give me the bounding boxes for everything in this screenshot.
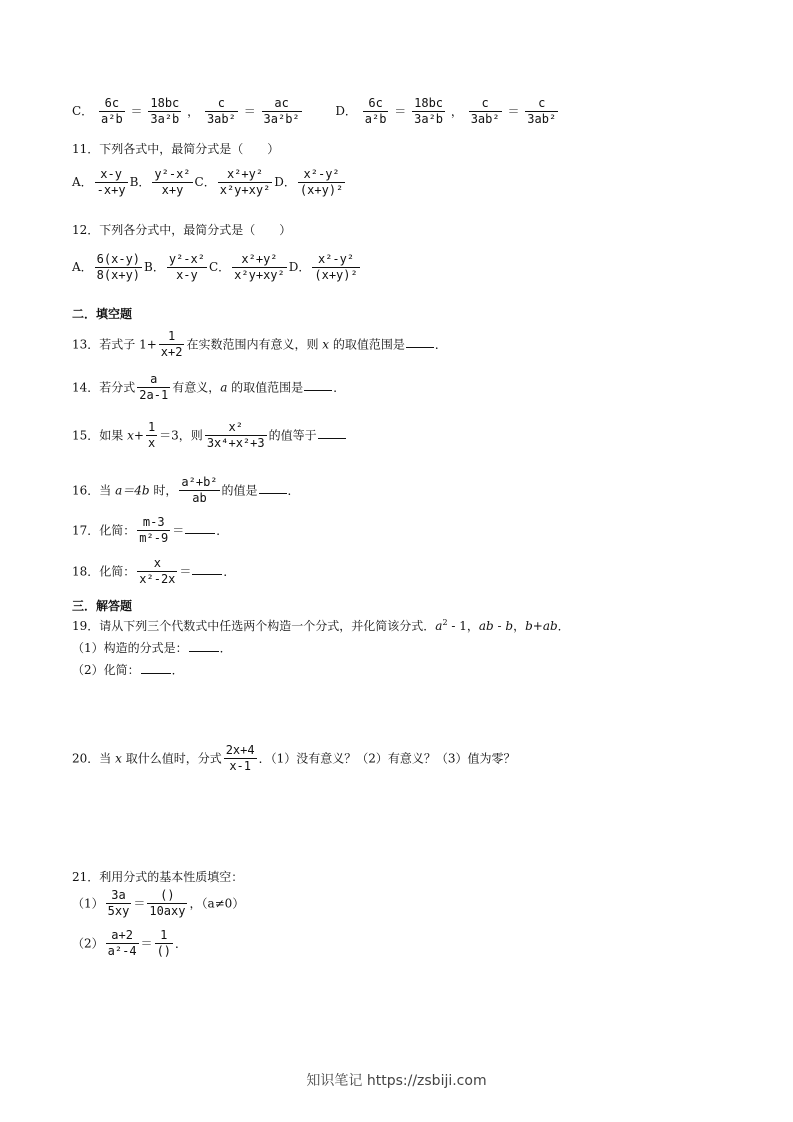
- answer-blank[interactable]: [318, 426, 346, 439]
- q21-sub2: （2） $\frac{a+2}{\text{a²-4}}$ ＝ 1 () ．: [72, 928, 188, 958]
- fraction: $\frac{1}{x}$: [147, 420, 156, 450]
- equals-sign: ＝: [394, 104, 407, 119]
- fraction: $\frac{c}{\text{3ab²}}$: [470, 96, 500, 126]
- fraction: $\frac{x-y}{-x+y}$: [96, 167, 126, 197]
- q12-options-row: [72, 252, 362, 283]
- fraction: $\frac{c}{\text{3ab²}}$: [527, 96, 557, 126]
- q12-option-b-label: B．: [144, 260, 165, 274]
- fraction: $\frac{\text{x²+y²}}{\text{x²y+xy²}}$: [234, 252, 285, 282]
- comma: ，: [450, 104, 463, 119]
- fraction: 1 (): [156, 928, 172, 958]
- q21-question: 21．利用分式的基本性质填空：: [72, 870, 244, 884]
- fraction: $\frac{a}{2a-1}$: [139, 372, 169, 402]
- fraction: () 10axy: [149, 888, 186, 918]
- footer-watermark: 知识笔记 https://zsbiji.com: [306, 1073, 487, 1089]
- q11-question: 11．下列各式中，最简分式是（ ）: [72, 142, 280, 156]
- q11-option-c-label: C．: [194, 175, 216, 189]
- q19-sub2: （2）化简： ．: [72, 663, 184, 677]
- q19-sub1: （1）构造的分式是： ．: [72, 641, 232, 655]
- fraction: $\frac{6c}{\text{a²b}}$: [364, 96, 387, 126]
- section-heading-fill-in: 二．填空题: [72, 307, 133, 321]
- fraction: $\frac{\text{a²+b²}}{ab}$: [181, 475, 218, 505]
- fraction: $\frac{3a}{5xy}$: [107, 888, 130, 918]
- equals-sign: ＝: [243, 104, 256, 119]
- q13-question: 13．若式子 1+ $\frac{1}{x+2}$ 在实数范围内有意义，则 x 的取值范围是 ．: [72, 329, 447, 359]
- q17-question: 17．化简： $\frac{m-3}{\text{m²-9}}$ ＝ ．: [72, 515, 229, 545]
- answer-blank[interactable]: [259, 481, 287, 494]
- q11-options-row: [72, 167, 347, 198]
- q10-option-d-label: D．: [335, 104, 357, 118]
- equals-sign: ＝: [130, 104, 143, 119]
- fraction: $\frac{\text{x²}}{\text{3x⁴+x²+3}}$: [206, 420, 265, 450]
- answer-blank[interactable]: [185, 521, 215, 534]
- equals-sign: ＝: [507, 104, 520, 119]
- fraction: $\frac{\text{y²-x²}}{x+y}$: [154, 167, 191, 197]
- q11-option-b-label: B．: [129, 175, 151, 189]
- fraction: $\frac{18bc}{\text{3a²b}}$: [414, 96, 444, 126]
- q10-option-c-label: C．: [72, 104, 94, 118]
- q19-question: 19．请从下列三个代数式中任选两个构造一个分式，并化简该分式．$a^2 - 1$，ab - b，b+ab．: [72, 618, 570, 633]
- q18-question: 18．化简： $\frac{x}{\text{x²-2x}}$ ＝ ．: [72, 556, 236, 586]
- q21-sub1: （1） $\frac{3a}{5xy}$ ＝ () 10axy ，（a≠0）: [72, 888, 245, 918]
- q20-question: 20．当 x 取什么值时，分式 $\frac{2x+4}{x-1}$ ．（1）没有意义？（2）有意义？（3）值为零？: [72, 743, 516, 773]
- q12-option-a-label: A．: [72, 260, 93, 274]
- fraction: $\frac{a+2}{\text{a²-4}}$: [107, 928, 137, 958]
- fraction: $\frac{18bc}{\text{3a²b}}$: [150, 96, 180, 126]
- fraction: $\frac{1}{x+2}$: [160, 329, 183, 359]
- q12-question: 12．下列各分式中，最简分式是（ ）: [72, 223, 292, 237]
- fraction: $\frac{2x+4}{x-1}$: [225, 743, 255, 773]
- fraction: $\frac{c}{\text{3ab²}}$: [206, 96, 236, 126]
- q10-options-row: [72, 96, 560, 127]
- fraction: $\frac{6c}{\text{a²b}}$: [101, 96, 123, 126]
- comma: ，: [187, 104, 200, 119]
- fraction: $\frac{m-3}{\text{m²-9}}$: [139, 515, 169, 545]
- fraction: $\frac{\text{x²+y²}}{\text{x²y+xy²}}$: [219, 167, 271, 197]
- answer-blank[interactable]: [406, 335, 434, 348]
- q12-option-c-label: C．: [208, 260, 231, 274]
- section-heading-solutions: 三．解答题: [72, 599, 133, 613]
- answer-blank[interactable]: [189, 639, 219, 652]
- answer-blank[interactable]: [304, 378, 332, 391]
- fraction: $\frac{ac}{\text{3a²b²}}$: [263, 96, 300, 126]
- q16-question: 16．当 a＝4b 时， $\frac{\text{a²+b²}}{ab}$ 的值是 ．: [72, 475, 300, 505]
- answer-blank[interactable]: [141, 661, 171, 674]
- fraction: $\frac{\text{x²-y²}}{\text{(x+y)²}}$: [314, 252, 358, 282]
- q11-option-d-label: D．: [274, 175, 296, 189]
- fraction: $\frac{6(x-y)}{8(x+y)}$: [96, 252, 141, 282]
- q14-question: 14．若分式 $\frac{a}{2a-1}$ 有意义，a 的取值范围是 ．: [72, 372, 346, 402]
- answer-blank[interactable]: [192, 562, 222, 575]
- q12-option-d-label: D．: [288, 260, 311, 274]
- q15-question: 15．如果 x+ $\frac{1}{x}$ ＝3，则 $\frac{\text{x²}}{\text{3x⁴+x²+3}}$ 的值等于: [72, 420, 347, 451]
- fraction: $\frac{\text{y²-x²}}{x-y}$: [168, 252, 205, 282]
- q11-option-a-label: A．: [72, 175, 93, 189]
- fraction: $\frac{\text{x²-y²}}{\text{(x+y)²}}$: [299, 167, 344, 197]
- fraction: $\frac{x}{\text{x²-2x}}$: [139, 556, 176, 586]
